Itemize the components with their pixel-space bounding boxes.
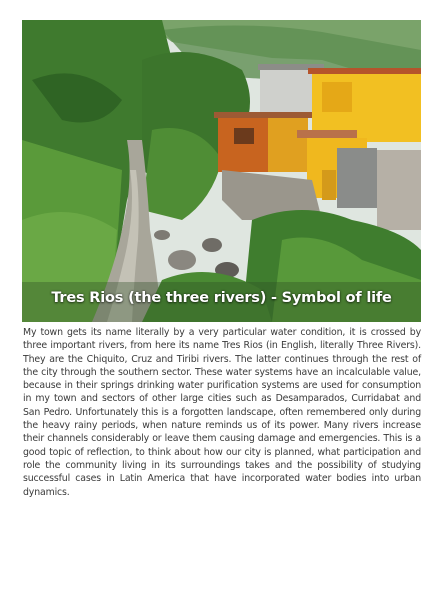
river-photo [22,20,421,322]
photo-caption: Tres Rios (the three rivers) - Symbol of life [51,290,392,306]
article-paragraph: My town gets its name literally by a very particular water condition, it is crossed by three important rivers, from here its name Tres Rios (in English, literally Three Rivers). They are the Chiquito, Cruz and Tiribi rivers. The latter continues through the rest of the city through the southern sector. These water systems have an incalculable value, because in their springs drinking water purification systems are used for consumption in my town and sectors of other large cities such as Desamparados, Curridabat and San Pedro. Unfortunately this is a forgotten landscape, often remembered only during the heavy rainy periods, when nature reminds us of its power. Many rivers increase their channels considerably or leave them causing damage and emergencies. This is a good topic of reflection, to think about how our city is planned, what participation and role the community living in its surroundings takes and the possibility of studying successful cases in Latin America that have incorporated water bodies into urban dynamics. [23,327,421,498]
